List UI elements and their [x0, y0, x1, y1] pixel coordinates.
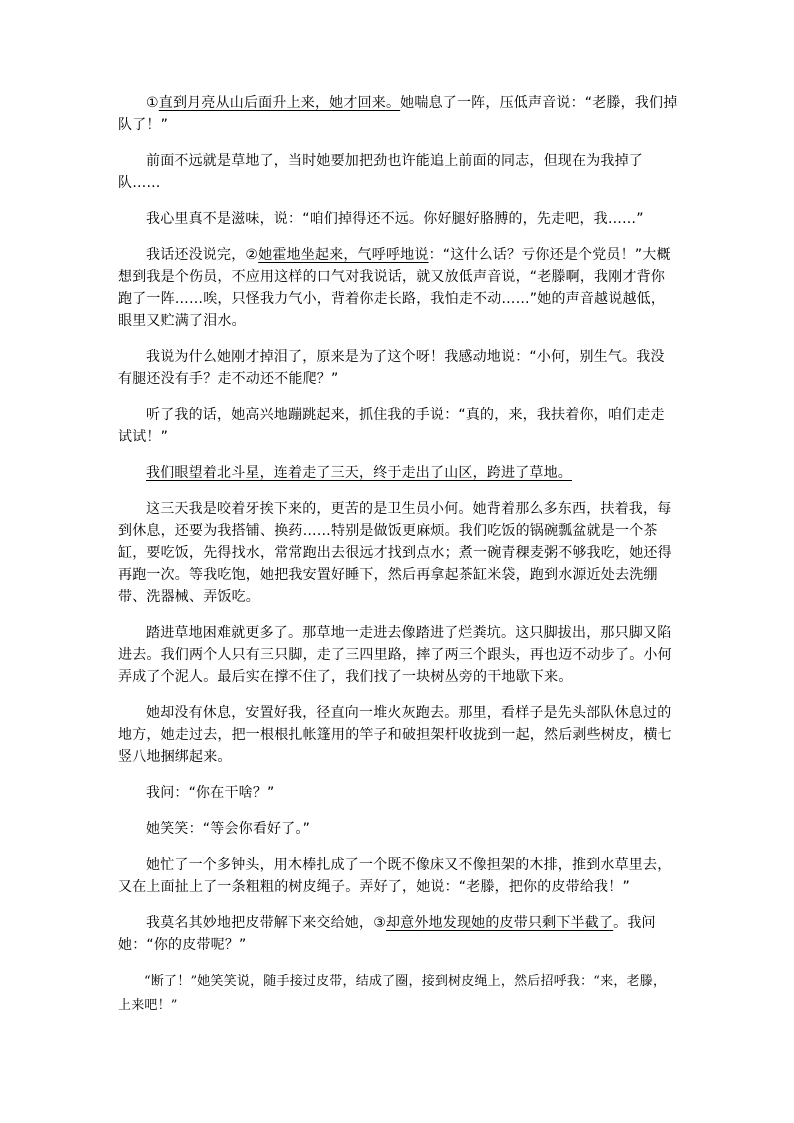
paragraph-10: [118, 702, 678, 768]
paragraph-3: [118, 208, 678, 230]
text-segment: 听了我的话，她高兴地蹦跳起来，抓住我的手说：“真的，来，我扶着你，咱们走走试试！”: [118, 407, 665, 445]
paragraph-5: [118, 346, 678, 390]
paragraph-11: [118, 782, 678, 804]
text-segment: 她却没有休息，安置好我，径直向一堆火灰跑去。那里，看样子是先头部队休息过的地方，她走过去，把一根根扎帐篷用的竿子和破担架杆收拢到一起，然后剥些树皮，横七竖八地捆绑起来。: [118, 705, 672, 765]
text-segment: 这三天我是咬着牙挨下来的，更苦的是卫生员小何。她背着那么多东西，扶着我，每到休息，还要为我搭铺、换药……特别是做饭更麻烦。我们吃饭的锅碗瓢盆就是一个茶缸，要吃饭，先得找水，常常跑出去很远才找到点水；煮一碗青稞麦粥不够我吃，她还得再跑一次。等我吃饱，她把我安置好睡下，然后再拿起茶缸米袋，跑到水源近处去洗绷带、洗器械、弄饭吃。: [118, 501, 672, 605]
paragraph-4: [118, 244, 678, 332]
paragraph-7: [118, 462, 678, 484]
paragraph-2: [118, 150, 678, 194]
text-segment: 她笑笑：“等会你看好了。”: [146, 821, 311, 837]
underlined-sentence: 却意外地发现她的皮带只剩下半截了: [385, 915, 614, 931]
paragraph-6: [118, 404, 678, 448]
circled-number: ①: [146, 95, 159, 111]
text-segment: 我心里真不是滋味，说：“咱们掉得还不远。你好腿好胳膊的，先走吧，我……”: [146, 211, 644, 227]
underlined-sentence: 直到月亮从山后面升上来，她才回来。: [158, 95, 401, 111]
text-segment: “断了！”她笑笑说，随手接过皮带，结成了圈，接到树皮绳上，然后招呼我：“来，老滕，上来吧！”: [118, 974, 667, 1013]
text-segment: 。我问她：“你的皮带呢？”: [118, 915, 656, 953]
paragraph-9: [118, 622, 678, 688]
paragraph-13: [118, 854, 678, 898]
paragraph-1: [118, 92, 678, 136]
text-segment: 我莫名其妙地把皮带解下来交给她，③: [146, 915, 386, 931]
underlined-sentence: 她霍地坐起来，气呼呼地说: [258, 247, 429, 263]
paragraph-15: [118, 970, 678, 1018]
text-segment: 我话还没说完，②: [146, 247, 259, 263]
text-segment: 我问：“你在干啥？”: [146, 785, 275, 801]
text-segment: 她忙了一个多钟头，用木棒扎成了一个既不像床又不像担架的木排，推到水草里去，又在上面扯上了一条粗粗的树皮绳子。弄好了，她说：“老滕，把你的皮带给我！”: [118, 857, 672, 895]
paragraph-12: [118, 818, 678, 840]
text-segment: 踏进草地困难就更多了。那草地一走进去像踏进了烂粪坑。这只脚拔出，那只脚又陷进去。我们两个人只有三只脚，走了三四里路，摔了两三个跟头，再也迈不动步了。小何弄成了个泥人。最后实在撑不住了，我们找了一块树丛旁的干地歇下来。: [118, 625, 672, 685]
text-segment: ：“这什么话？亏你还是个党员！”大概想到我是个伤员，不应用这样的口气对我说话，就又放低声音说，“老滕啊，我刚才背你跑了一阵……唉，只怪我力气小，背着你走长路，我怕走不动……”她的声音越说越低，眼里又贮满了泪水。: [118, 247, 671, 329]
underlined-sentence: 我们眼望着北斗星，连着走了三天，终于走出了山区，跨进了草地。: [146, 465, 572, 481]
paragraph-8: [118, 498, 678, 608]
text-segment: 前面不远就是草地了，当时她要加把劲也许能追上前面的同志，但现在为我掉了队……: [118, 153, 643, 191]
text-segment: 她喘息了一阵，压低声音说：“老滕，我们掉队了！”: [118, 95, 678, 133]
paragraph-14: [118, 912, 678, 956]
text-segment: 我说为什么她刚才掉泪了，原来是为了这个呀！我感动地说：“小何，别生气。我没有腿还没有手？走不动还不能爬？”: [118, 349, 665, 387]
document-body: [118, 92, 678, 1032]
